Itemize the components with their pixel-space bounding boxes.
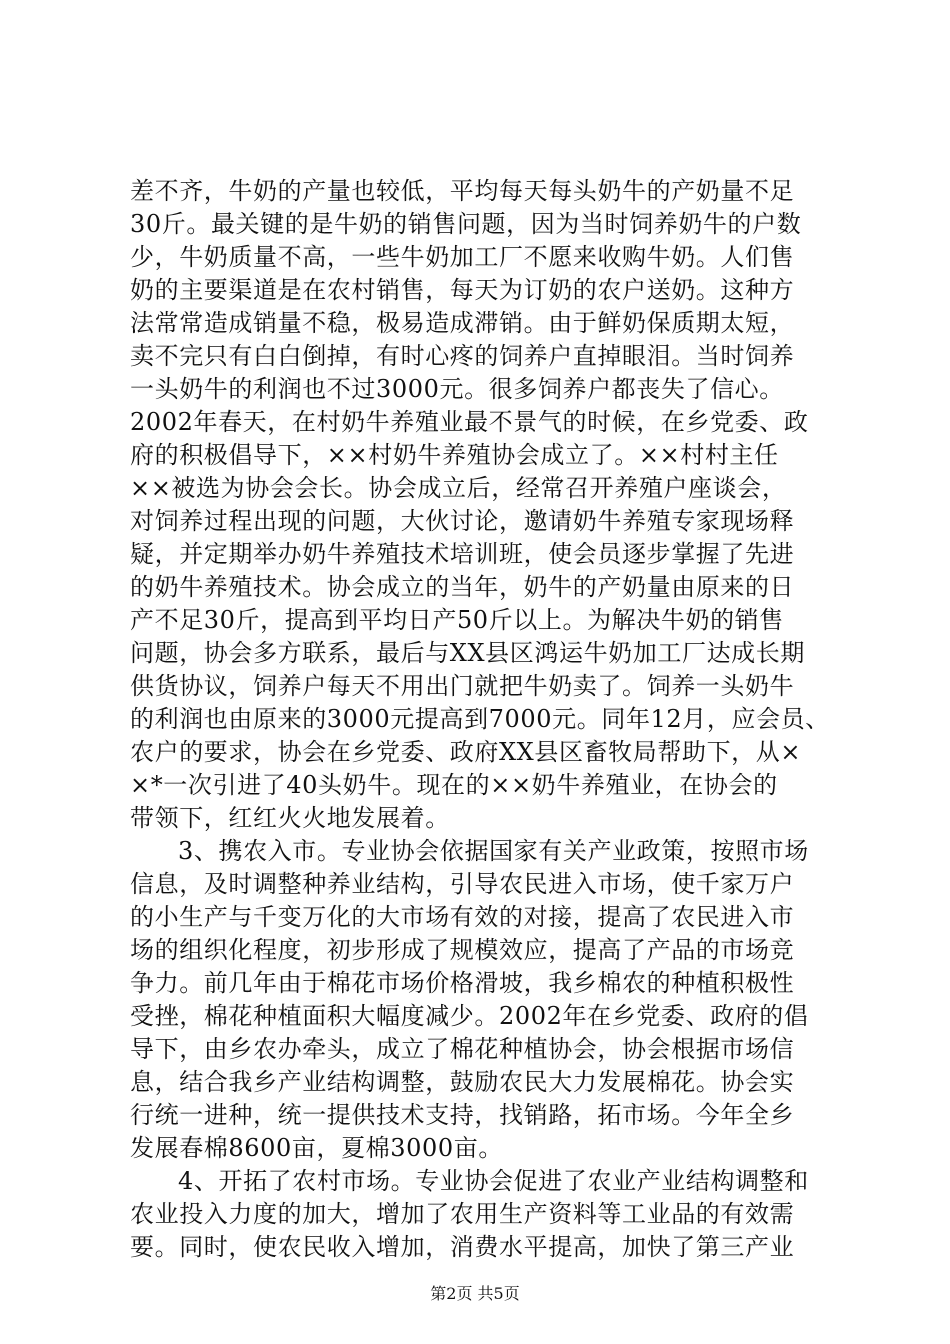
paragraph-start-line: 3、携农入市。专业协会依据国家有关产业政策，按照市场 xyxy=(178,837,809,865)
text-line: 一头奶牛的利润也不过3000元。很多饲养户都丧失了信心。 xyxy=(130,375,784,403)
text-line: 的小生产与千变万化的大市场有效的对接，提高了农民进入市 xyxy=(130,903,795,931)
text-line: 争力。前几年由于棉花市场价格滑坡，我乡棉农的种植积极性 xyxy=(130,969,795,997)
text-line: 少，牛奶质量不高，一些牛奶加工厂不愿来收购牛奶。人们售 xyxy=(130,243,795,271)
text-line: 卖不完只有白白倒掉，有时心疼的饲养户直掉眼泪。当时饲养 xyxy=(130,342,795,370)
text-line: 差不齐，牛奶的产量也较低，平均每天每头奶牛的产奶量不足 xyxy=(130,177,795,205)
text-line: 带领下，红红火火地发展着。 xyxy=(130,804,450,832)
text-line: 疑，并定期举办奶牛养殖技术培训班，使会员逐步掌握了先进 xyxy=(130,540,795,568)
text-line: 信息，及时调整种养业结构，引导农民进入市场，使千家万户 xyxy=(130,870,795,898)
text-line: 供货协议，饲养户每天不用出门就把牛奶卖了。饲养一头奶牛 xyxy=(130,672,795,700)
text-line: 问题，协会多方联系，最后与XX县区鸿运牛奶加工厂达成长期 xyxy=(130,639,805,667)
text-line: 息，结合我乡产业结构调整，鼓励农民大力发展棉花。协会实 xyxy=(130,1068,795,1096)
text-line: 2002年春天，在村奶牛养殖业最不景气的时候，在乡党委、政 xyxy=(130,408,809,436)
text-line: 府的积极倡导下，××村奶牛养殖协会成立了。××村村主任 xyxy=(130,441,779,469)
text-line: ××被选为协会会长。协会成立后，经常召开养殖户座谈会， xyxy=(130,474,787,502)
text-line: 农户的要求，协会在乡党委、政府XX县区畜牧局帮助下，从× xyxy=(130,738,802,766)
text-line: 的利润也由原来的3000元提高到7000元。同年12月，应会员、 xyxy=(130,705,830,733)
page-footer: 第2页 共5页 xyxy=(430,1284,520,1303)
text-line: 场的组织化程度，初步形成了规模效应，提高了产品的市场竞 xyxy=(130,936,795,964)
text-line: 的奶牛养殖技术。协会成立的当年，奶牛的产奶量由原来的日 xyxy=(130,573,795,601)
text-line: 受挫，棉花种植面积大幅度减少。2002年在乡党委、政府的倡 xyxy=(130,1002,809,1030)
text-line: 要。同时，使农民收入增加，消费水平提高，加快了第三产业 xyxy=(130,1233,795,1261)
text-line: 发展春棉8600亩，夏棉3000亩。 xyxy=(130,1134,503,1162)
text-line: ×*一次引进了40头奶牛。现在的××奶牛养殖业，在协会的 xyxy=(130,771,778,799)
text-line: 对饲养过程出现的问题，大伙讨论，邀请奶牛养殖专家现场释 xyxy=(130,507,795,535)
text-line: 农业投入力度的加大，增加了农用生产资料等工业品的有效需 xyxy=(130,1200,795,1228)
text-line: 法常常造成销量不稳，极易造成滞销。由于鲜奶保质期太短， xyxy=(130,309,795,337)
text-line: 产不足30斤，提高到平均日产50斤以上。为解决牛奶的销售 xyxy=(130,606,784,634)
paragraph-start-line: 4、开拓了农村市场。专业协会促进了农业产业结构调整和 xyxy=(178,1167,809,1195)
text-line: 奶的主要渠道是在农村销售，每天为订奶的农户送奶。这种方 xyxy=(130,276,795,304)
text-line: 导下，由乡农办牵头，成立了棉花种植协会，协会根据市场信 xyxy=(130,1035,795,1063)
text-line: 30斤。最关键的是牛奶的销售问题，因为当时饲养奶牛的户数 xyxy=(130,210,802,238)
text-line: 行统一进种，统一提供技术支持，找销路，拓市场。今年全乡 xyxy=(130,1101,795,1129)
